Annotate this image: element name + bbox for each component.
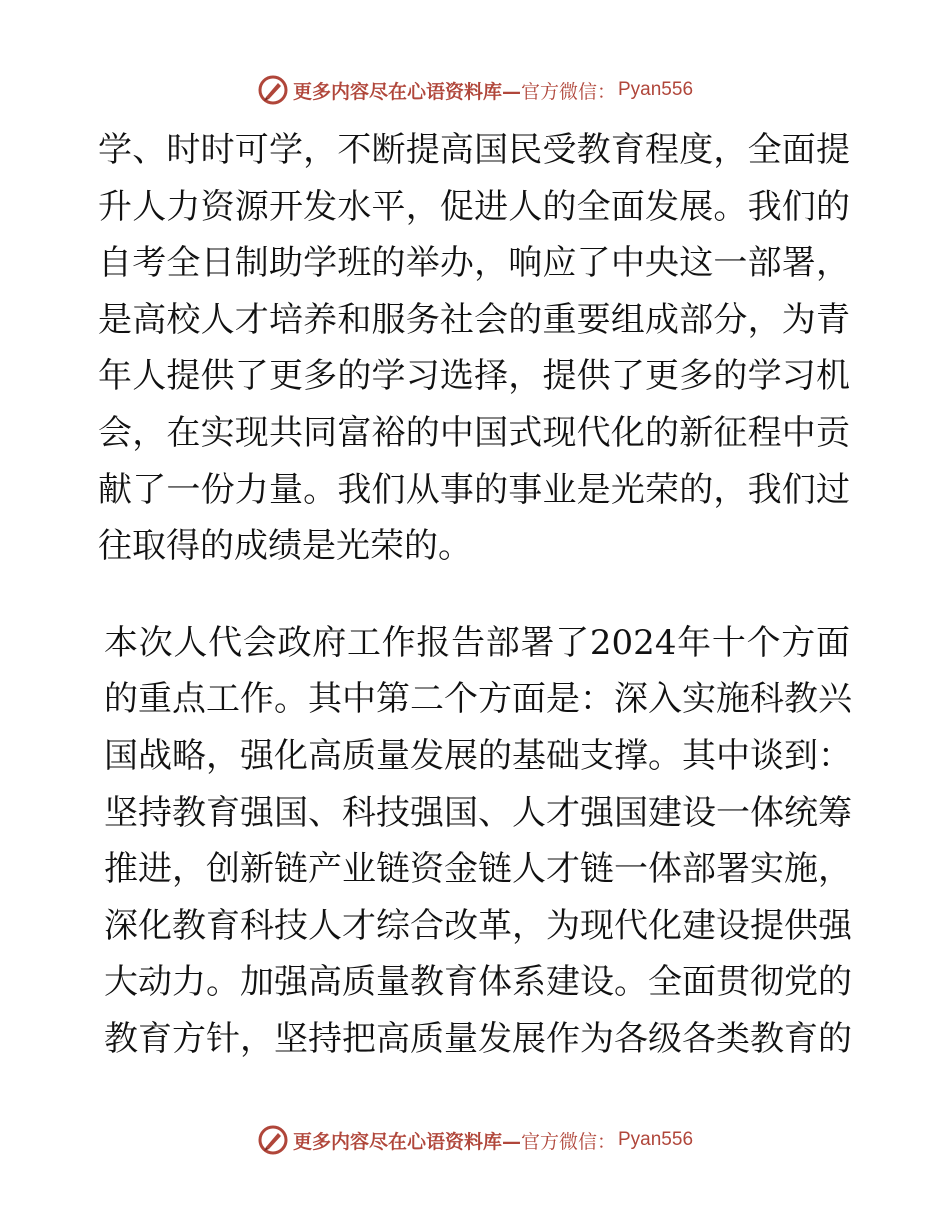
text-line: 深化教育科技人才综合改革，为现代化建设提供强 xyxy=(104,905,852,946)
text-line: 升人力资源开发水平，促进人的全面发展。我们的 xyxy=(98,186,850,227)
paragraph-gap xyxy=(98,575,850,615)
text-line: 大动力。加强高质量教育体系建设。全面贯彻党的 xyxy=(104,962,852,1003)
paragraph-2 xyxy=(98,615,850,1068)
text-line: 是高校人才培养和服务社会的重要组成部分，为青 xyxy=(98,299,850,340)
text-line: 会，在实现共同富裕的中国式现代化的新征程中贡 xyxy=(98,412,850,453)
text-line: 的重点工作。其中第二个方面是：深入实施科教兴 xyxy=(104,679,852,720)
text-line: 国战略，强化高质量发展的基础支撑。其中谈到： xyxy=(104,735,852,776)
header-banner xyxy=(0,70,950,110)
text-line: 学、时时可学，不断提高国民受教育程度，全面提 xyxy=(98,130,850,170)
banner-wechat-id: Pyan556 xyxy=(618,79,694,100)
pen-logo-icon xyxy=(257,74,289,106)
footer-banner xyxy=(0,1120,950,1160)
text-line: 自考全日制助学班的举办，响应了中央这一部署， xyxy=(98,243,850,284)
text-line: 教育方针，坚持把高质量发展作为各级各类教育的 xyxy=(104,1018,852,1059)
banner-wechat-id: Pyan556 xyxy=(618,1129,694,1150)
pen-logo-icon xyxy=(257,1124,289,1156)
banner-text: 更多内容尽在心语资料库— xyxy=(292,1130,521,1153)
banner-text: 更多内容尽在心语资料库— xyxy=(292,80,521,103)
text-line: 本次人代会政府工作报告部署了2024年十个方面 xyxy=(104,622,850,663)
banner-wechat-label: 官方微信： xyxy=(520,80,616,103)
paragraph-1 xyxy=(98,122,850,575)
text-line: 坚持教育强国、科技强国、人才强国建设一体统筹 xyxy=(104,792,852,833)
text-line: 推进，创新链产业链资金链人才链一体部署实施， xyxy=(104,849,852,890)
text-line: 年人提供了更多的学习选择，提供了更多的学习机 xyxy=(98,356,850,397)
document-body xyxy=(98,122,850,1068)
text-line: 往取得的成绩是光荣的。 xyxy=(98,526,472,567)
banner-wechat-label: 官方微信： xyxy=(520,1130,616,1153)
text-line: 献了一份力量。我们从事的事业是光荣的，我们过 xyxy=(98,469,850,510)
